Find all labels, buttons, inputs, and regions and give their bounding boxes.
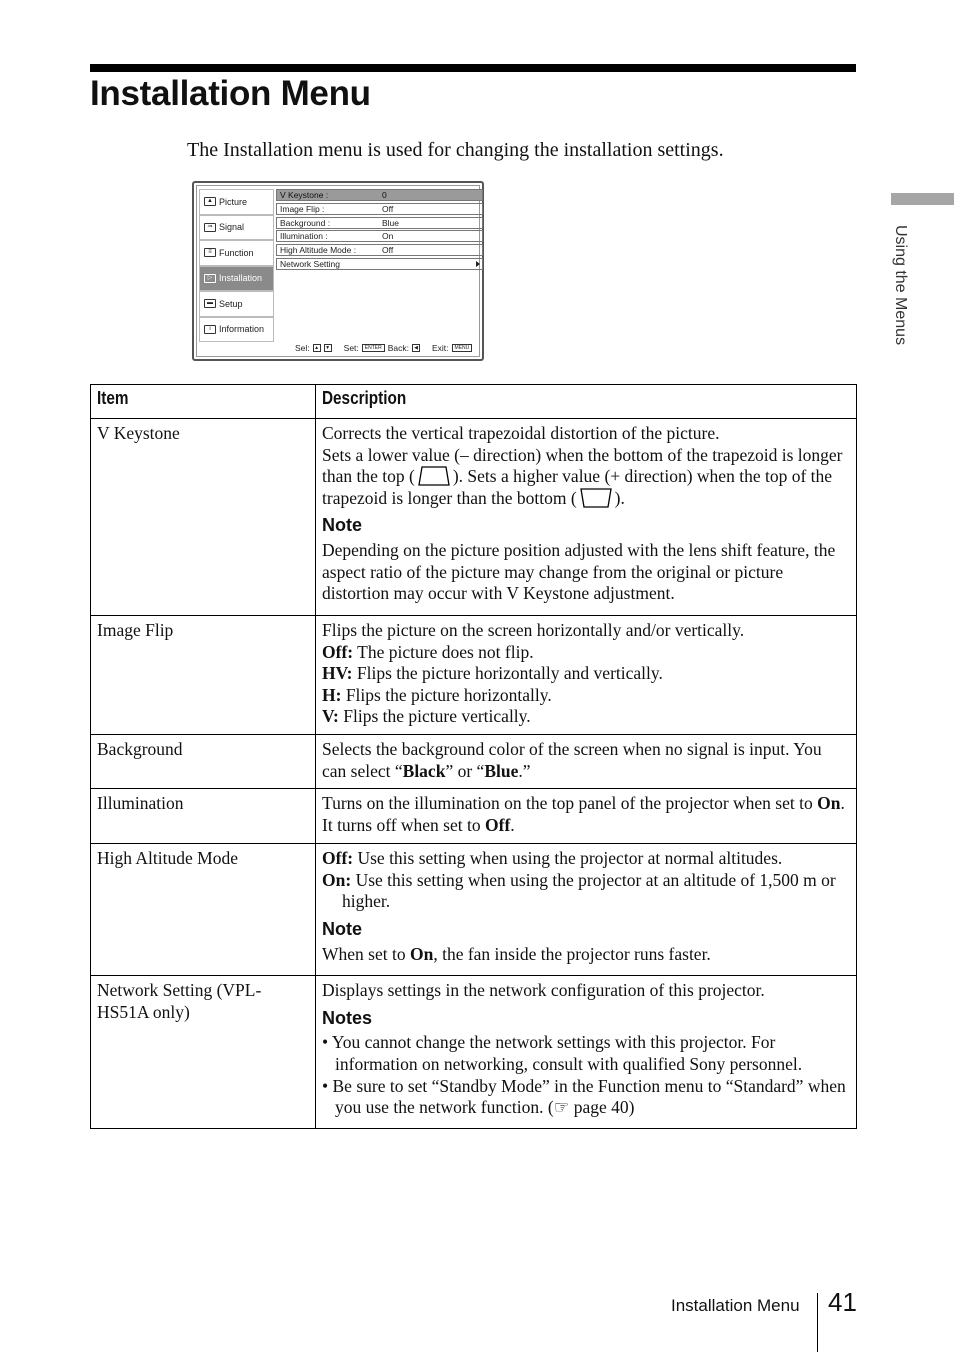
- item-cell: V Keystone: [91, 419, 316, 616]
- menu-key-icon: MENU: [452, 344, 473, 352]
- settings-table: [90, 384, 857, 1129]
- menu-sidebar: [199, 189, 274, 342]
- description-cell: Off: Use this setting when using the projector at normal altitudes. On: Use this setting when using the projector at an altitude of 1,500 m or higher. Note When set to On, the fan inside the projector runs faster.: [316, 844, 857, 976]
- down-arrow-key-icon: ▼: [325, 345, 331, 351]
- side-tab-label: Using the Menus: [892, 225, 909, 346]
- up-arrow-key-icon: ▲: [314, 345, 320, 351]
- page-title: Installation Menu: [90, 74, 371, 113]
- item-cell: Network Setting (VPL-HS51A only): [91, 976, 316, 1129]
- table-row: [91, 616, 857, 735]
- header-item: Item: [91, 385, 316, 419]
- note-heading: Note: [322, 918, 362, 939]
- list-item: • Be sure to set “Standby Mode” in the Function menu to “Standard” when you use the network function. (☞ page 40): [322, 1075, 846, 1118]
- page-number: 41: [828, 1287, 857, 1317]
- description-cell: Corrects the vertical trapezoidal distortion of the picture. Sets a lower value (– direction) when the bottom of the trapezoid is longer than the top ( ). Sets a higher value (+ direction) when the top of the trapezoid is longer than the bottom ( ). Note Depending on the picture position adjusted with the lens shift feature, the aspect ratio of the picture may change from the original or picture distortion may occur with V Keystone adjustment.: [316, 419, 857, 616]
- menu-item-information[interactable]: i Information: [199, 317, 274, 343]
- menu-item-picture[interactable]: ▲ Picture: [199, 189, 274, 215]
- menu-settings-list: [276, 189, 483, 272]
- menu-item-setup[interactable]: ▬ Setup: [199, 291, 274, 317]
- footer-rule: [817, 1293, 818, 1352]
- item-cell: Image Flip: [91, 616, 316, 735]
- table-row: [91, 789, 857, 844]
- menu-footer: Sel: ▲ ▼ Set: ENTER Back: ◀ Exit: MENU: [295, 343, 472, 353]
- intro-text: The Installation menu is used for changing the installation settings.: [187, 139, 724, 161]
- menu-row-background[interactable]: Background : Blue: [276, 217, 483, 229]
- footer-section-label: Installation Menu: [671, 1296, 800, 1315]
- description-cell: Displays settings in the network configuration of this projector. Notes • You cannot change the network settings with this projector. For information on networking, consult with qualified Sony personnel. • Be sure to set “Standby Mode” in the Function menu to “Standard” when you use the network function. (☞ page 40): [316, 976, 857, 1129]
- item-cell: High Altitude Mode: [91, 844, 316, 976]
- side-tab: [880, 225, 918, 385]
- table-header-row: [91, 385, 857, 419]
- side-tab-bar: [891, 193, 954, 205]
- trapezoid-wide-bottom-icon: [418, 466, 450, 486]
- table-row: [91, 735, 857, 789]
- menu-item-function[interactable]: ≡ Function: [199, 240, 274, 266]
- table-row: [91, 844, 857, 976]
- menu-row-image-flip[interactable]: Image Flip : Off: [276, 203, 483, 215]
- description-cell: Selects the background color of the screen when no signal is input. You can select “Black” or “Blue.”: [316, 735, 857, 789]
- menu-row-v-keystone[interactable]: V Keystone : 0: [276, 189, 483, 201]
- setup-icon: ▬: [204, 299, 216, 308]
- header-description: Description: [316, 385, 857, 419]
- note-heading: Note: [322, 515, 362, 536]
- menu-row-network-setting[interactable]: Network Setting: [276, 258, 483, 270]
- installation-menu-screenshot: [192, 181, 484, 361]
- menu-row-high-altitude[interactable]: High Altitude Mode : Off: [276, 244, 483, 256]
- notes-heading: Notes: [322, 1007, 373, 1028]
- description-cell: Flips the picture on the screen horizontally and/or vertically. Off: The picture does not flip. HV: Flips the picture horizontally and vertically. H: Flips the picture horizontally. V: Flips the picture vertically.: [316, 616, 857, 735]
- menu-item-installation[interactable]: ▷ Installation: [199, 266, 274, 292]
- left-arrow-key-icon: ◀: [412, 344, 420, 352]
- information-icon: i: [204, 325, 216, 334]
- trapezoid-wide-top-icon: [580, 488, 612, 508]
- table-row: [91, 419, 857, 616]
- top-rule: [90, 64, 856, 72]
- description-cell: Turns on the illumination on the top panel of the projector when set to On. It turns off when set to Off.: [316, 789, 857, 844]
- table-row: [91, 976, 857, 1129]
- menu-item-signal[interactable]: ⇒ Signal: [199, 215, 274, 241]
- function-icon: ≡: [204, 248, 216, 257]
- list-item: • You cannot change the network settings with this projector. For information on networking, consult with qualified Sony personnel.: [322, 1032, 803, 1074]
- item-cell: Illumination: [91, 789, 316, 844]
- picture-icon: ▲: [204, 197, 216, 206]
- enter-key-icon: ENTER: [362, 344, 385, 352]
- signal-icon: ⇒: [204, 223, 216, 232]
- item-cell: Background: [91, 735, 316, 789]
- installation-icon: ▷: [204, 274, 216, 283]
- submenu-arrow-icon: [476, 261, 480, 267]
- menu-row-illumination[interactable]: Illumination : On: [276, 230, 483, 242]
